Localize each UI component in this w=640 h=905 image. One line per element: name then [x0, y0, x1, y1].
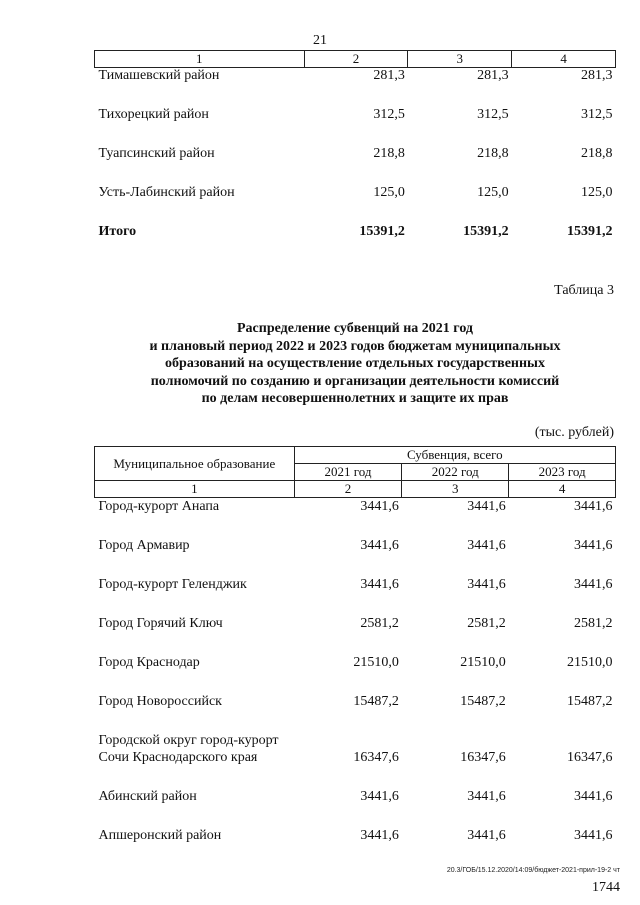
municipality-name: Город-курорт Анапа	[98, 499, 220, 514]
value-2021: 21510,0	[353, 654, 399, 670]
value-2022: 21510,0	[460, 654, 506, 670]
value-2022: 218,8	[477, 146, 509, 161]
column-number: 1	[95, 51, 305, 68]
value-2021: 3441,6	[360, 499, 399, 514]
table-title	[94, 320, 616, 408]
municipality-name: Абинский район	[98, 788, 197, 804]
municipality-name: Усть-Лабинский район	[98, 185, 235, 200]
column-number: 1	[95, 481, 295, 498]
municipality-column-header: Муниципальное образование	[95, 447, 295, 481]
table-row	[95, 788, 616, 827]
table-row	[95, 185, 616, 224]
table-row	[95, 693, 616, 732]
value-2023: 3441,6	[574, 827, 613, 843]
total-2021: 15391,2	[359, 224, 405, 239]
municipality-name	[95, 732, 295, 788]
year-header: 2022 год	[402, 464, 509, 481]
value-2023: 3441,6	[574, 576, 613, 592]
value-2022: 2581,2	[467, 615, 506, 631]
value-2022: 3441,6	[467, 537, 506, 553]
value-2022: 312,5	[477, 107, 509, 122]
municipality-name: Тихорецкий район	[98, 107, 209, 122]
value-2022: 3441,6	[467, 499, 506, 514]
continuation-table	[94, 50, 616, 263]
value-2023: 3441,6	[574, 788, 613, 804]
value-2023: 218,8	[581, 146, 613, 161]
value-2023: 2581,2	[574, 615, 613, 631]
units-note: (тыс. рублей)	[534, 425, 614, 440]
total-row	[95, 224, 616, 263]
column-numbers-row	[95, 481, 616, 498]
value-2023: 281,3	[581, 68, 613, 83]
year-header: 2021 год	[294, 464, 402, 481]
table-row	[95, 498, 616, 537]
sheet-number: 1744	[592, 880, 620, 895]
table-row	[95, 68, 616, 108]
column-number: 4	[509, 481, 616, 498]
value-2021: 312,5	[373, 107, 405, 122]
value-2023: 125,0	[581, 185, 613, 200]
value-2021: 3441,6	[360, 537, 399, 553]
table-row	[95, 576, 616, 615]
table-row	[95, 615, 616, 654]
value-2023: 15487,2	[567, 693, 613, 709]
municipality-name-line: Городской округ город-курорт	[98, 732, 279, 748]
document-code: 20.3/ГОБ/15.12.2020/14:09/бюджет-2021-прил-19-2 чт	[446, 867, 620, 874]
value-2022: 3441,6	[467, 788, 506, 804]
total-label: Итого	[98, 224, 137, 239]
column-numbers-row	[95, 51, 616, 68]
column-number: 4	[512, 51, 616, 68]
table-label: Таблица 3	[554, 283, 614, 298]
total-2022: 15391,2	[463, 224, 509, 239]
value-2023: 3441,6	[574, 499, 613, 514]
page-number: 21	[313, 33, 327, 48]
value-2022: 15487,2	[460, 693, 506, 709]
municipality-name: Тимашевский район	[98, 68, 220, 83]
column-number: 3	[402, 481, 509, 498]
value-2021: 3441,6	[360, 827, 399, 843]
title-line: Распределение субвенций на 2021 год	[237, 321, 473, 336]
value-2021: 16347,6	[353, 749, 399, 765]
value-2022: 125,0	[477, 185, 509, 200]
title-line: полномочий по созданию и организации деятельности комиссий	[150, 373, 560, 389]
subvention-table	[94, 446, 616, 853]
value-2023: 16347,6	[567, 749, 613, 765]
municipality-name: Город Краснодар	[98, 654, 200, 670]
municipality-name: Город Армавир	[98, 537, 190, 553]
column-number: 2	[294, 481, 402, 498]
value-2021: 15487,2	[353, 693, 399, 709]
header-row	[95, 447, 616, 464]
table-row	[95, 732, 616, 788]
value-2022: 3441,6	[467, 827, 506, 843]
value-2021: 125,0	[373, 185, 405, 200]
column-number: 2	[304, 51, 408, 68]
table-row	[95, 146, 616, 185]
value-2022: 281,3	[477, 68, 509, 83]
value-2021: 218,8	[373, 146, 405, 161]
table-row	[95, 537, 616, 576]
table-row	[95, 654, 616, 693]
value-2022: 3441,6	[467, 576, 506, 592]
year-header: 2023 год	[509, 464, 616, 481]
title-line: по делам несовершеннолетних и защите их прав	[201, 391, 509, 406]
value-2021: 3441,6	[360, 576, 399, 592]
value-2023: 3441,6	[574, 537, 613, 553]
subvention-group-header: Субвенция, всего	[294, 447, 615, 464]
value-2021: 3441,6	[360, 788, 399, 804]
table-row	[95, 107, 616, 146]
total-2023: 15391,2	[567, 224, 613, 239]
municipality-name: Апшеронский район	[98, 827, 222, 843]
column-number: 3	[408, 51, 512, 68]
value-2023: 21510,0	[567, 654, 613, 670]
value-2021: 2581,2	[360, 615, 399, 631]
table-row	[95, 827, 616, 853]
municipality-name-line: Сочи Краснодарского края	[98, 749, 258, 765]
value-2021: 281,3	[373, 68, 405, 83]
title-line: и плановый период 2022 и 2023 годов бюджетам муниципальных	[149, 338, 561, 354]
title-line: образований на осуществление отдельных государственных	[165, 356, 545, 371]
municipality-name: Туапсинский район	[98, 146, 215, 161]
value-2022: 16347,6	[460, 749, 506, 765]
municipality-name: Город Новороссийск	[98, 693, 222, 709]
municipality-name: Город-курорт Геленджик	[98, 576, 247, 592]
municipality-name: Город Горячий Ключ	[98, 615, 223, 631]
value-2023: 312,5	[581, 107, 613, 122]
